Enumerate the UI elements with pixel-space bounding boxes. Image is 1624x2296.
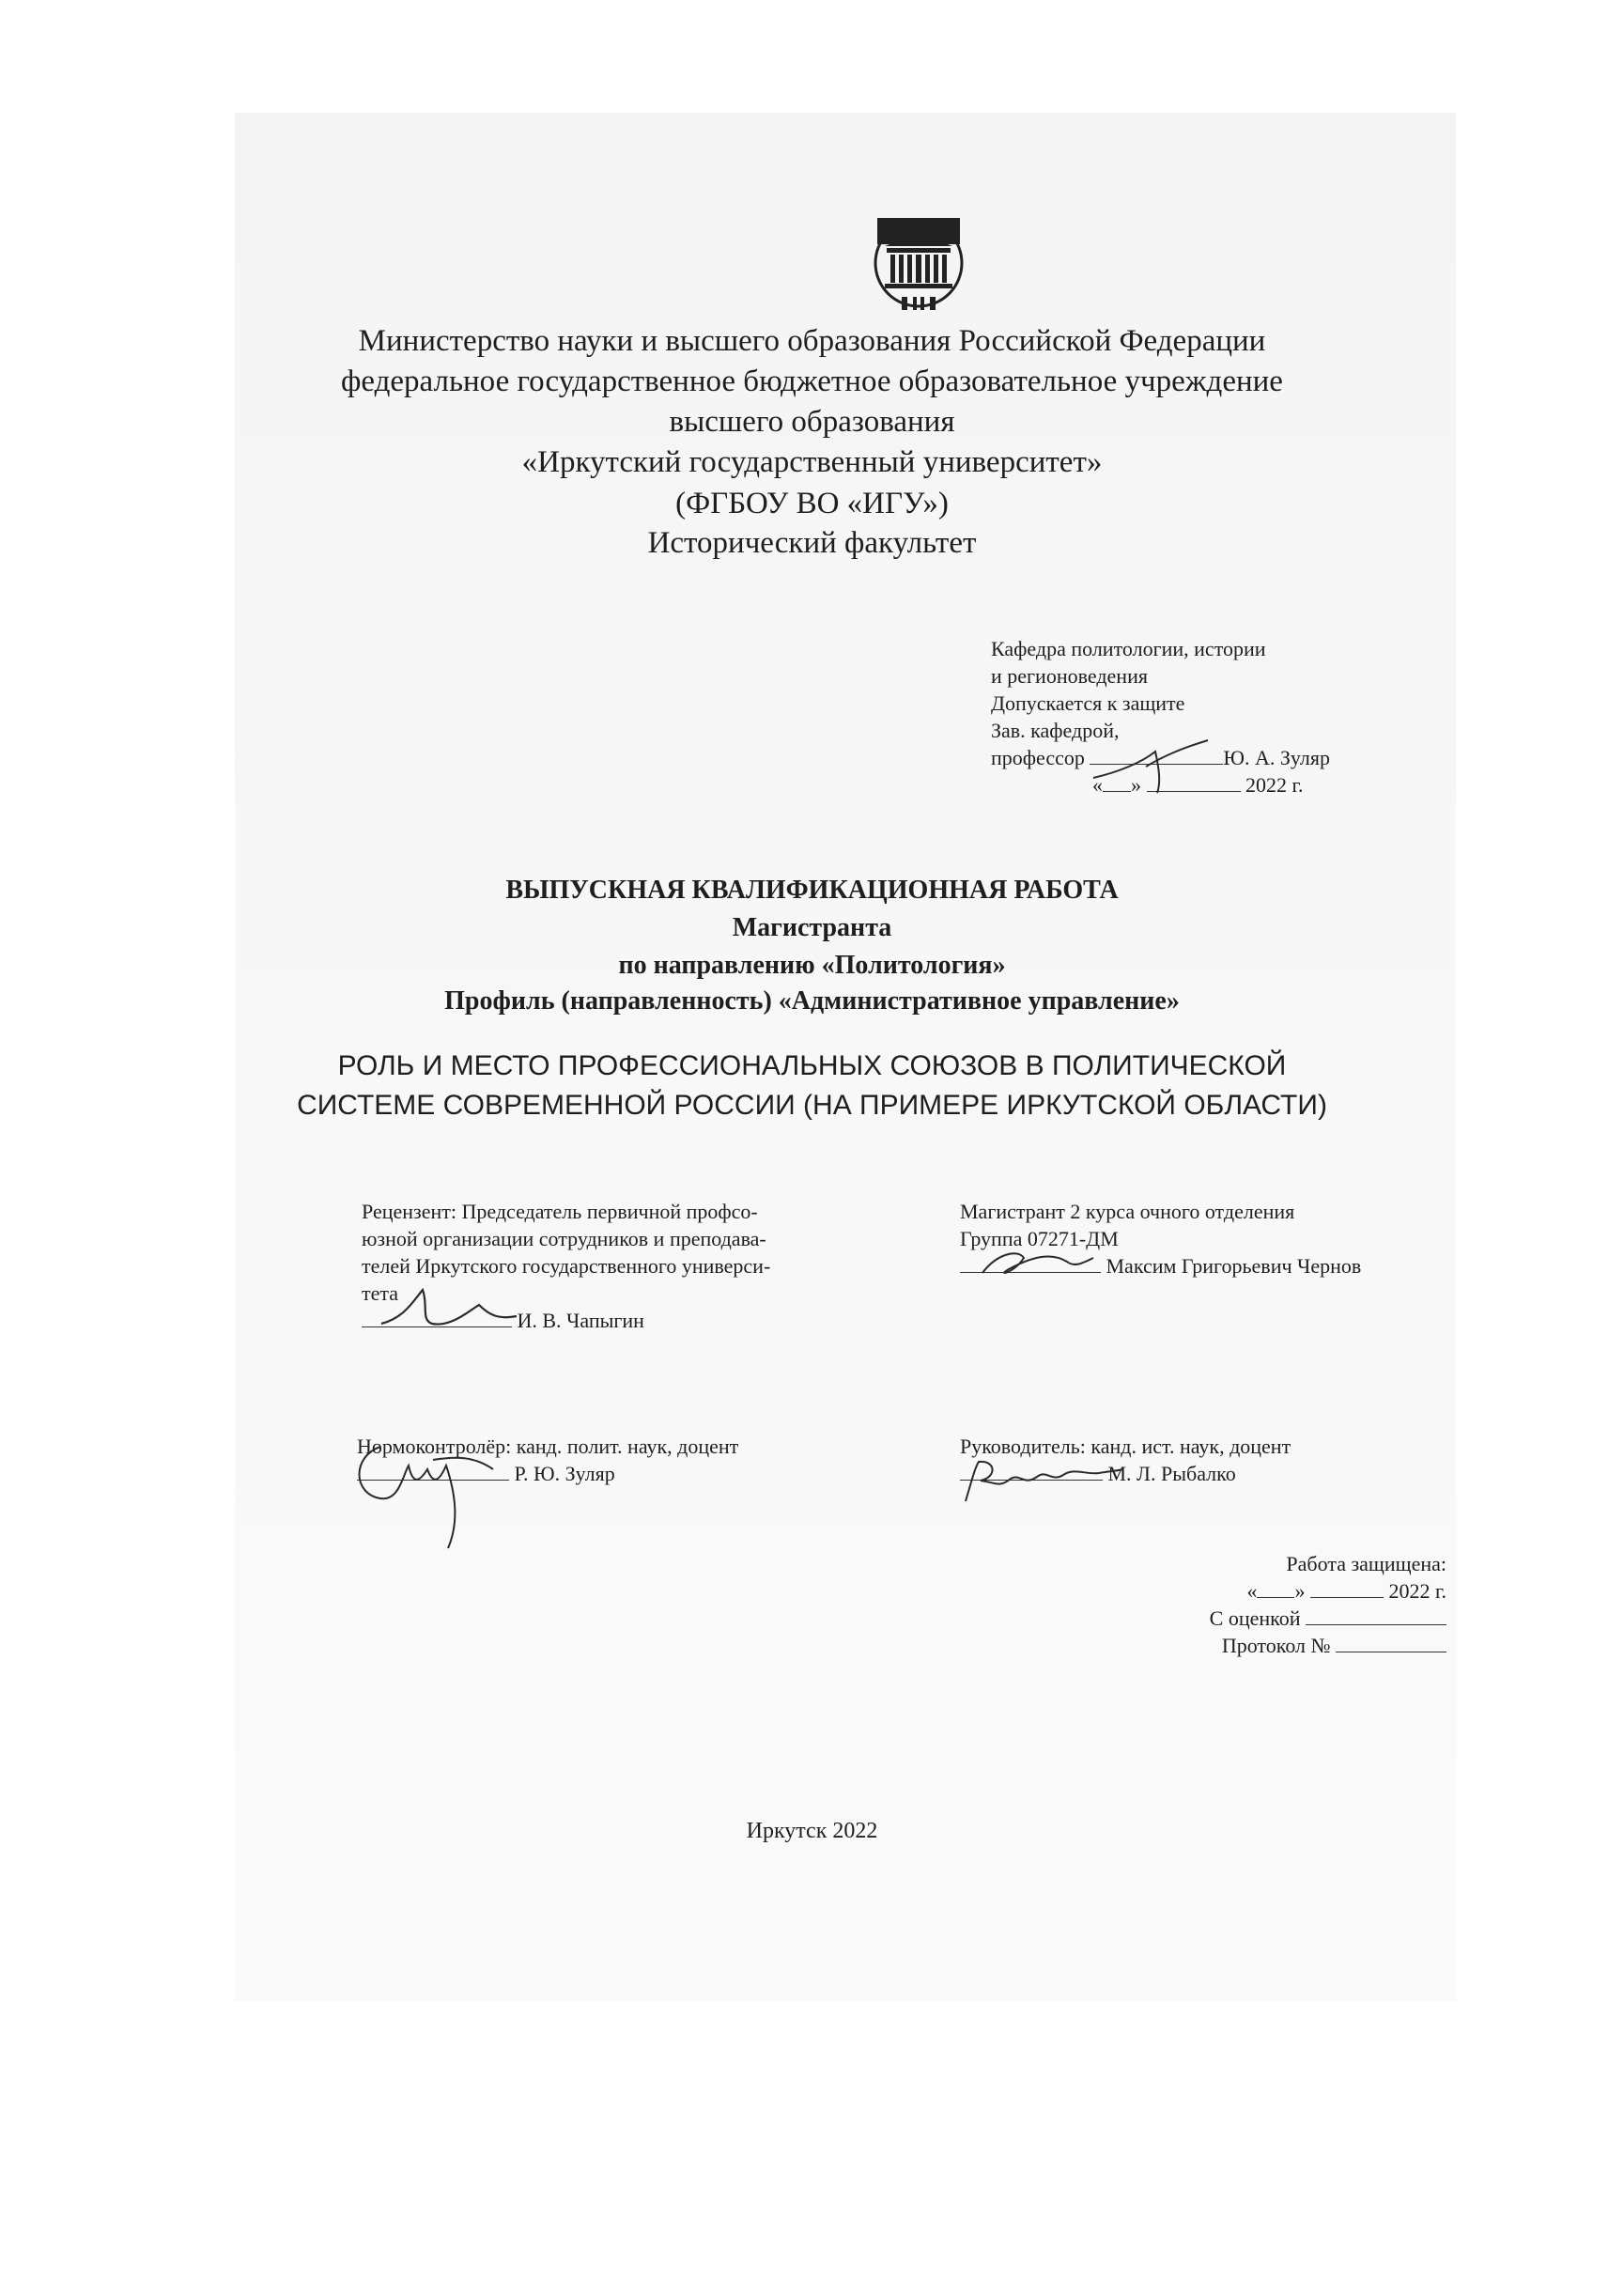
defense-year: 2022 г. <box>1388 1579 1446 1603</box>
defense-protocol-line <box>1174 1632 1446 1659</box>
student-group: Группа 07271-ДМ <box>960 1227 1119 1250</box>
defense-grade-label: С оценкой <box>1209 1606 1301 1630</box>
ministry-line: Министерство науки и высшего образования Российской Федерации <box>358 324 1266 358</box>
reviewer-line-4: тета <box>362 1281 399 1305</box>
student-name: Максим Григорьевич Чернов <box>1106 1254 1362 1278</box>
degree-label: Магистранта <box>732 913 892 942</box>
reviewer-line-1: Рецензент: Председатель первичной профсо- <box>362 1200 758 1223</box>
date-quote-close: » <box>1131 773 1141 797</box>
defense-date-line <box>1174 1577 1446 1605</box>
topic-line-1: РОЛЬ И МЕСТО ПРОФЕССИОНАЛЬНЫХ СОЮЗОВ В ПОЛИТИЧЕСКОЙ <box>337 1050 1287 1081</box>
defense-grade-line <box>1174 1605 1446 1632</box>
reviewer-line-3: телей Иркутского государственного универси- <box>362 1254 771 1278</box>
admission-year: 2022 г. <box>1245 773 1304 797</box>
admitted-label: Допускается к защите <box>991 691 1185 715</box>
defense-protocol-label: Протокол № <box>1221 1634 1331 1657</box>
defense-quote-close: » <box>1294 1579 1306 1603</box>
head-label: Зав. кафедрой, <box>991 719 1120 742</box>
institution-type-line: федеральное государственное бюджетное образовательное учреждение <box>341 365 1283 398</box>
supervisor-name: М. Л. Рыбалко <box>1107 1462 1236 1485</box>
faculty-name: Исторический факультет <box>647 526 977 560</box>
defense-quote-open: « <box>1246 1579 1258 1603</box>
professor-label: профессор <box>991 746 1085 769</box>
student-course-line: Магистрант 2 курса очного отделения <box>960 1200 1295 1223</box>
norm-controller-signature <box>343 1428 512 1555</box>
reviewer-signature <box>376 1282 526 1339</box>
defense-day-blank <box>1257 1596 1294 1598</box>
department-line-1: Кафедра политологии, истории <box>991 637 1266 660</box>
defense-grade-blank <box>1306 1623 1446 1625</box>
supervisor-title: Руководитель: канд. ист. наук, доцент <box>960 1435 1291 1458</box>
institution-level-line: высшего образования <box>669 405 955 439</box>
professor-signature <box>1090 731 1212 797</box>
student-signature <box>977 1245 1099 1282</box>
department-line-2: и регионоведения <box>991 664 1148 688</box>
work-type: ВЫПУСКНАЯ КВАЛИФИКАЦИОННАЯ РАБОТА <box>505 876 1119 905</box>
norm-controller-title: Нормоконтролёр: канд. полит. наук, доцент <box>357 1435 739 1458</box>
university-abbreviation: (ФГБОУ ВО «ИГУ») <box>675 487 949 520</box>
defense-protected-label: Работа защищена: <box>1286 1552 1446 1575</box>
university-logo <box>874 218 964 316</box>
direction-label: по направлению «Политология» <box>618 951 1006 980</box>
university-name: «Иркутский государственный университет» <box>521 445 1103 479</box>
city-year: Иркутск 2022 <box>746 1819 878 1843</box>
profile-label: Профиль (направленность) «Административное управление» <box>444 986 1180 1016</box>
defense-month-blank <box>1310 1596 1384 1598</box>
supervisor-signature <box>958 1454 1127 1511</box>
reviewer-name: И. В. Чапыгин <box>517 1309 644 1332</box>
topic-line-2: СИСТЕМЕ СОВРЕМЕННОЙ РОССИИ (НА ПРИМЕРЕ ИРКУТСКОЙ ОБЛАСТИ) <box>297 1090 1327 1121</box>
reviewer-line-2: юзной организации сотрудников и преподава- <box>362 1227 766 1250</box>
professor-name: Ю. А. Зуляр <box>1223 746 1331 769</box>
defense-block <box>1174 1550 1446 1659</box>
date-quote-open: « <box>1092 773 1103 797</box>
defense-protocol-blank <box>1336 1651 1446 1652</box>
norm-controller-name: Р. Ю. Зуляр <box>514 1462 615 1485</box>
